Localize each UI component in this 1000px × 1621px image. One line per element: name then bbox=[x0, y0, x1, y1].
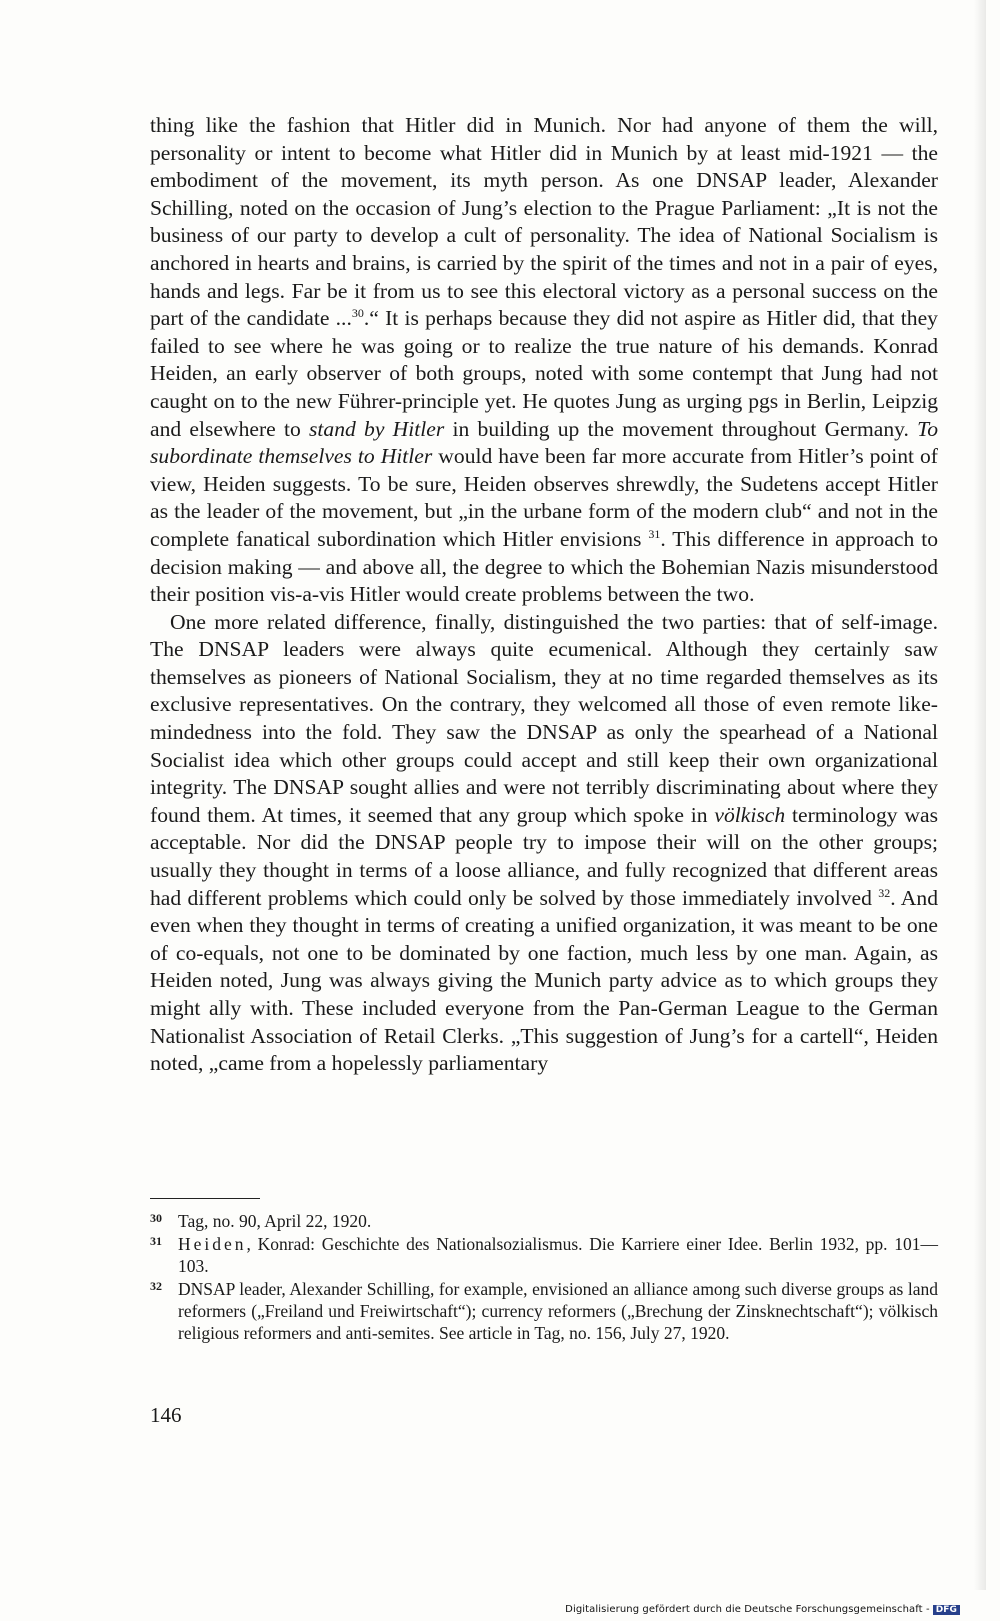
footnotes bbox=[150, 1210, 938, 1345]
footnote-ref-32: 32 bbox=[878, 885, 891, 900]
footnote-number: 32 bbox=[150, 1279, 162, 1293]
page-number: 146 bbox=[150, 1403, 182, 1427]
footnote-author: Heiden bbox=[178, 1234, 247, 1254]
footnote-text: DNSAP leader, Alexander Schilling, for example, envisioned an alliance among such diverse groups as land reformers („Freiland und Freiwirtschaft“); currency reformers („Brechung der Zinsknechtschaft“); völkisch religious reformers and anti-semites. See article in Tag, no. 156, July 27, 1920. bbox=[178, 1279, 938, 1343]
footnote-31 bbox=[150, 1233, 938, 1277]
italic-phrase-stand-by-hitler: stand by Hitler bbox=[309, 416, 445, 441]
paragraph-1-text-d: would have been far more accurate from Hitler’s point of view, Heiden suggests. To be sure, Heiden observes shrewdly, the Sudetens accept Hitler as the leader of the movement, but „in the urbane form of the modern club“ and not in the complete fanatical subordination which Hitler envisions bbox=[150, 444, 938, 551]
footnote-ref-31: 31 bbox=[648, 526, 661, 541]
credit-text: Digitalisierung gefördert durch die Deutsche Forschungsgemeinschaft - bbox=[565, 1604, 930, 1615]
paragraph-1-text-a: thing like the fashion that Hitler did in Munich. Nor had anyone of them the will, personality or intent to become what Hitler did in Munich by at least mid-1921 — the embodiment of the movement, its myth person. As one DNSAP leader, Alexander Schilling, noted on the occasion of Jung’s election to the Prague Parliament: „It is not the business of our party to develop a cult of personality. The idea of National Socialism is anchored in hearts and brains, is carried by the spirit of the times and not in a pair of eyes, hands and legs. Far be it from us to see this electoral victory as a personal success on the part of the candidate ... bbox=[150, 113, 938, 331]
dfg-logo: DFG bbox=[933, 1605, 960, 1615]
paragraph-1 bbox=[150, 112, 938, 609]
paragraph-1-text-e: . This difference in approach to decision making — and above all, the degree to which the Bohemian Nazis misunderstood their position vis-a-vis Hitler would create problems between the two. bbox=[150, 526, 939, 607]
page-edge-shadow bbox=[974, 0, 986, 1590]
paragraph-1-text-b: .“ It is perhaps because they did not aspire as Hitler did, that they failed to see where he was going or to realize the true nature of his demands. Konrad Heiden, an early observer of both groups, noted with some contempt that Jung had not caught on to the new Führer-principle yet. He quotes Jung as urging pgs in Berlin, Leipzig and elsewhere to bbox=[150, 306, 938, 441]
footnote-30 bbox=[150, 1210, 938, 1232]
footnote-text: , Konrad: Geschichte des Nationalsozialismus. Die Karriere einer Idee. Berlin 1932, pp. 101—103. bbox=[178, 1234, 938, 1276]
paragraph-2 bbox=[150, 609, 938, 1078]
italic-word-voelkisch: völkisch bbox=[714, 802, 786, 827]
main-text bbox=[150, 112, 938, 1078]
footnote-text: Tag, no. 90, April 22, 1920. bbox=[178, 1211, 372, 1231]
paragraph-1-text-c: in building up the movement throughout Germany. bbox=[444, 416, 918, 441]
footnote-number: 30 bbox=[150, 1211, 162, 1225]
footnote-number: 31 bbox=[150, 1234, 162, 1248]
italic-phrase-subordinate: To subordinate themselves to Hitler bbox=[150, 416, 938, 469]
digitization-credit bbox=[565, 1604, 960, 1615]
paragraph-2-text-c: . And even when they thought in terms of creating a unified organization, it was meant to be one of co-equals, not one to be dominated by one faction, much less by one man. Again, as Heiden noted, Jung was always giving the Munich party advice as to which groups they might ally with. These included everyone from the Pan-German League to the German Nationalist Association of Retail Clerks. „This suggestion of Jung’s for a cartell“, Heiden noted, „came from a hopelessly parliamentary bbox=[150, 885, 938, 1076]
footnote-32 bbox=[150, 1278, 938, 1344]
footnote-ref-30: 30 bbox=[351, 305, 364, 320]
footnote-divider bbox=[150, 1198, 260, 1199]
paragraph-2-text-b: terminology was acceptable. Nor did the DNSAP people try to impose their will on the other groups; usually they thought in terms of a loose alliance, and fully recognized that different areas had different problems which could only be solved by those immediately involved bbox=[150, 802, 938, 910]
paragraph-2-text-a: One more related difference, finally, distinguished the two parties: that of self-image. The DNSAP leaders were always quite ecumenical. Although they certainly saw themselves as pioneers of National Socialism, they at no time regarded themselves as its exclusive representatives. On the contrary, they welcomed all those of even remote like-mindedness into the fold. They saw the DNSAP as only the spearhead of a National Socialist idea which other groups could accept and still keep their own organizational integrity. The DNSAP sought allies and were not terribly discriminating about where they found them. At times, it seemed that any group which spoke in bbox=[150, 609, 938, 827]
